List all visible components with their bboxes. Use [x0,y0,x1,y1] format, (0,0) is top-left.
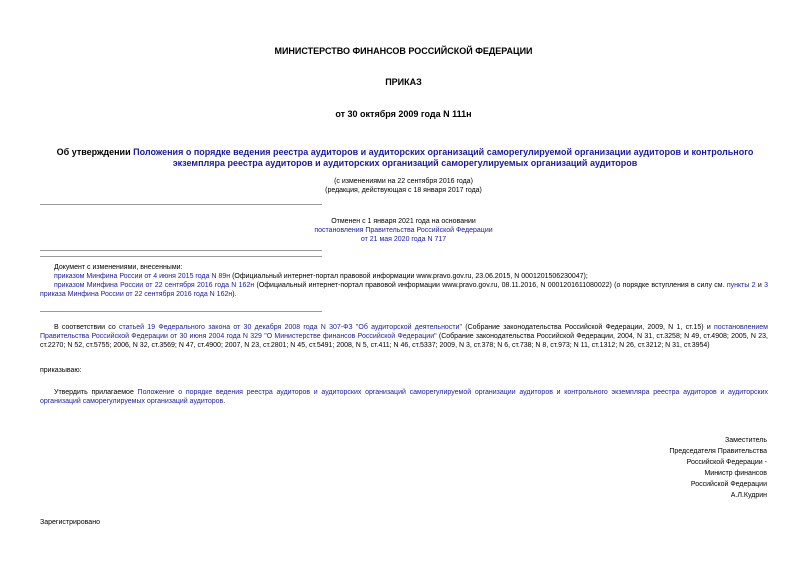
amendment-item-2 [40,281,768,299]
government-decree-link[interactable]: постановлением Правительства Российской Федерации от 30 июня 2004 года N 329 "О Министерстве финансов Российской Федерации" [40,324,768,340]
title-prefix: Об утверждении [56,147,134,157]
cancellation-note [0,217,807,244]
amendment-2-end: ). [232,291,237,298]
document-type: ПРИКАЗ [385,77,422,87]
document-title [55,147,755,169]
ministry-name: МИНИСТЕРСТВО ФИНАНСОВ РОССИЙСКОЙ ФЕДЕРАЦИИ [274,46,533,56]
amendment-2-link[interactable]: приказом Минфина России от 22 сентября 2016 года N 162н [54,282,255,289]
amendments-heading: Документ с изменениями, внесенными: [54,264,183,271]
signature-line-4: Министр финансов [704,470,767,477]
signature-line-5: Российской Федерации [690,481,767,488]
document-date-number: от 30 октября 2009 года N 111н [335,109,472,119]
registration-note: Зарегистрировано [40,519,100,526]
divider [40,256,322,257]
approve-paragraph [40,388,768,406]
divider [40,204,322,205]
approve-text-2: . [223,398,226,405]
edition-info [0,177,807,195]
signature-line-3: Российской Федерации - [686,459,767,466]
signature-block [467,436,767,502]
cancellation-link-line2[interactable]: от 21 мая 2020 года N 717 [360,236,447,243]
law-article-link[interactable]: статьей 19 Федерального закона от 30 декабря 2008 года N 307-ФЗ "Об аудиторской деятельности" [119,324,462,331]
amendment-1-link[interactable]: приказом Минфина России от 4 июня 2015 года N 89н [54,273,231,280]
title-regulation-link[interactable]: Положения о порядке ведения реестра аудиторов и аудиторских организаций саморегулируемой организации аудиторов и контрольного экземпляра реестра аудиторов и аудиторских организаций саморегулируемых организаций аудиторов [133,147,754,168]
signature-line-2: Председателя Правительства [669,448,767,455]
basis-text-1: В соответствии со [54,324,120,331]
amendment-2-order-link[interactable]: 3 приказа Минфина России от 22 сентября 2016 года N 162н [40,282,768,298]
divider [40,311,322,312]
cancellation-link-line1[interactable]: постановления Правительства Российской Федерации [314,227,493,234]
amendment-item-1 [40,272,768,281]
amendment-1-text: (Официальный интернет-портал правовой информации www.pravo.gov.ru, 23.06.2015, N 0001201506230047); [230,273,588,280]
amendments-block [40,263,768,299]
cancellation-text: Отменен с 1 января 2021 года на основании [331,218,476,225]
basis-paragraph [40,323,768,350]
basis-text-2: (Собрание законодательства Российской Федерации, 2009, N 1, ст.15) и [461,324,715,331]
amendment-2-text: (Официальный интернет-портал правовой информации www.pravo.gov.ru, 08.11.2016, N 0001201611080022) (о порядке вступления в силу см. [254,282,727,289]
edition-changes: (с изменениями на 22 сентября 2016 года) [334,178,473,185]
signature-line-6: А.Л.Кудрин [730,492,767,499]
order-word: приказываю: [40,367,82,374]
approve-text-1: Утвердить прилагаемое [54,389,138,396]
edition-current: (редакция, действующая с 18 января 2017 года) [325,187,482,194]
amendment-2-and: и [755,282,765,289]
amendment-2-points-link[interactable]: пункты 2 [726,282,756,289]
divider [40,250,322,251]
signature-line-1: Заместитель [725,437,767,444]
basis-text-3: (Собрание законодательства Российской Федерации, 2004, N 31, ст.3258; N 49, ст.4908; 2005, N 23, ст.2270; N 52, ст.5755; 2006, N 32, ст.3569; N 47, ст.4900; 2007, N 23, ст.2801; N 45, ст.5491; 2008, N 5, ст.411; N 46, ст.5337; 2009, N 3, ст.378; N 6, ст.738; N 8, ст.973; N 11, ст.1312; N 26, ст.3212; N 31, ст.3954) [40,333,768,349]
approved-regulation-link[interactable]: Положение о порядке ведения реестра аудиторов и аудиторских организаций саморегулируемой организации аудиторов и контрольного экземпляра реестра аудиторов и аудиторских организаций саморегулируемых организаций аудиторов [40,389,768,405]
